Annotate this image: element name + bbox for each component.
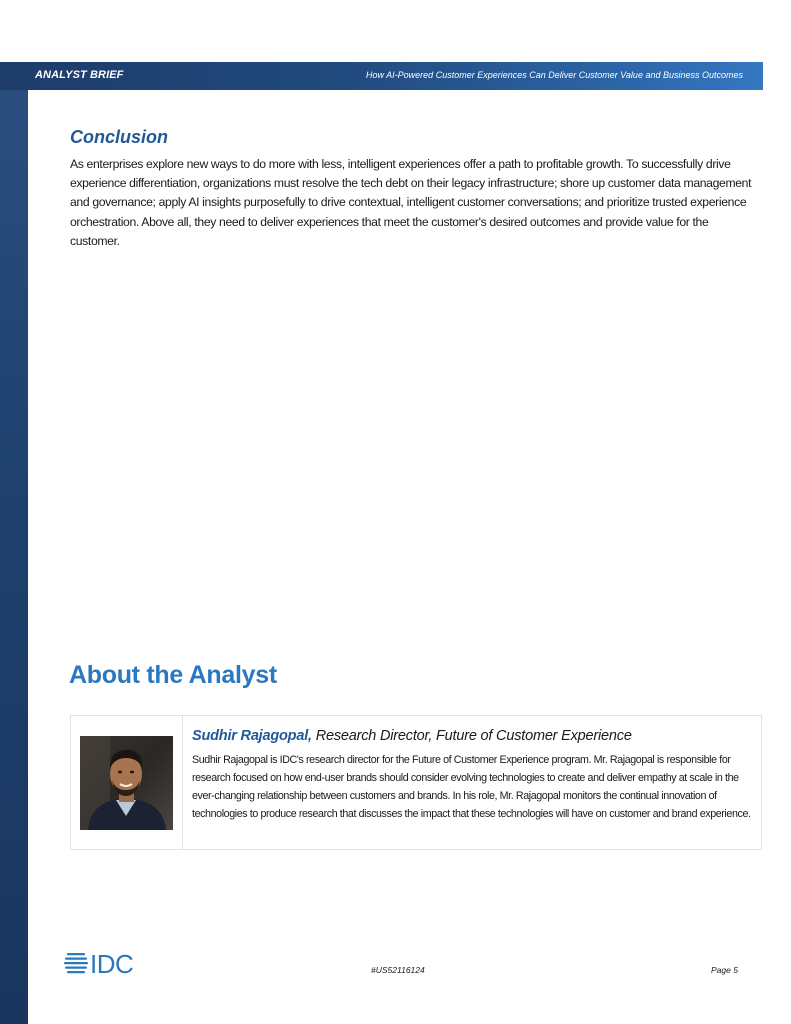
analyst-photo-cell [71, 716, 183, 849]
analyst-bio: Sudhir Rajagopal is IDC's research director for the Future of Customer Experience program. Mr. Rajagopal is responsible for research focused on how end-user brands should consider evolving technologies to create and deliver empathy at scale in the ever-changing relationship between customers and brands. In his role, Mr. Rajagopal monitors the continual innovation of technologies to produce research that discusses the impact that these technologies will have on customer and brand experience. [192, 754, 751, 820]
idc-logo [64, 950, 154, 976]
footer-document-number: #US52116124 [371, 965, 425, 975]
conclusion-heading: Conclusion [70, 127, 168, 147]
page-header-band [0, 62, 763, 90]
analyst-title: Research Director, Future of Customer Experience [311, 728, 632, 744]
conclusion-paragraph: As enterprises explore new ways to do more with less, intelligent experiences offer a path to profitable growth. To successfully drive experience differentiation, organizations must resolve the tech debt on their legacy infrastructure; shore up customer data management and governance; apply AI insights purposefully to drive contextual, intelligent customer conversations; and prioritize trusted experience orchestration. Above all, they need to deliver experiences that meet the customer's desired outcomes and provide value for the customer. [70, 157, 752, 248]
analyst-name: Sudhir Rajagopal, [192, 728, 312, 744]
analyst-portrait-photo [80, 736, 173, 830]
header-document-title: How AI-Powered Customer Experiences Can Deliver Customer Value and Business Outcomes [366, 70, 743, 80]
analyst-profile-card [70, 715, 762, 850]
header-document-type: ANALYST BRIEF [35, 69, 124, 81]
left-accent-bar [0, 62, 28, 1024]
svg-text:IDC: IDC [90, 950, 134, 976]
analyst-name-title-line [192, 728, 632, 744]
about-analyst-heading: About the Analyst [69, 661, 277, 689]
footer-page-number: Page 5 [711, 965, 738, 975]
idc-logo-globe-icon [64, 951, 88, 975]
